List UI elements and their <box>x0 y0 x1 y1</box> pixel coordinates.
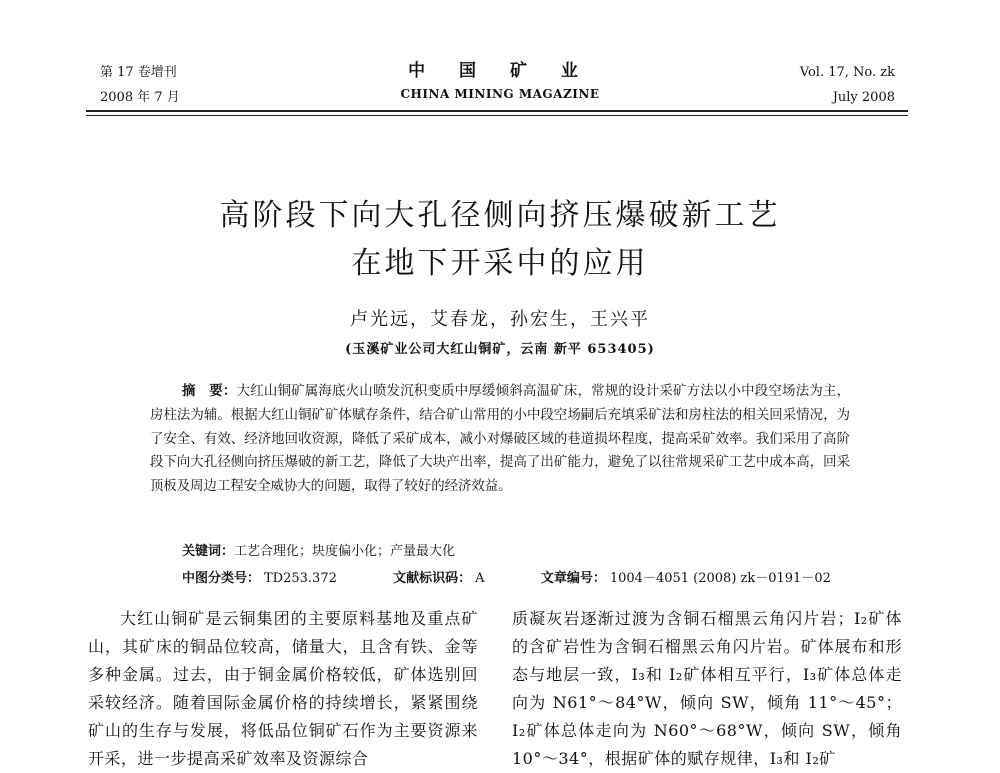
abstract-text: 大红山铜矿属海底火山喷发沉积变质中厚缓倾斜高温矿床，常规的设计采矿方法以小中段空场法为主，房柱法为辅。根据大红山铜矿矿体赋存条件，结合矿山常用的小中段空场嗣后充填采矿法和房柱法的相关回采情况，为了安全、有效、经济地回收资源，降低了采矿成本，减小对爆破区域的巷道损坏程度，提高采矿效率。我们采用了高阶段下向大孔径侧向挤压爆破的新工艺，降低了大块产出率，提高了出矿能力，避免了以往常规采矿工艺中成本高，回采顶板及周边工程安全威协大的问题，取得了较好的经济效益。 <box>150 384 851 495</box>
keywords-text: 工艺合理化；块度偏小化；产量最大化 <box>234 544 456 559</box>
keywords <box>182 540 455 559</box>
journal-name-cn: 中 国 矿 业 <box>408 61 592 81</box>
clc-value: TD253.372 <box>264 571 337 586</box>
journal-name-en: CHINA MINING MAGAZINE <box>400 87 600 101</box>
authors: 卢光远，艾春龙，孙宏生，王兴平 <box>350 309 650 330</box>
body-paragraph-left: 大红山铜矿是云铜集团的主要原料基地及重点矿山，其矿床的铜品位较高，储量大，且含有铁、金等多种金属。过去，由于铜金属价格较低，矿体选别回采较经济。随着国际金属价格的持续增长，紧紧围绕矿山的生存与发展，将低品位铜矿石作为主要资源来开采，进一步提高采矿效率及资源综合 <box>88 609 478 768</box>
keywords-label: 关键词： <box>182 544 235 559</box>
header-rule-thick <box>86 110 908 112</box>
body-column-right <box>512 605 902 773</box>
volume-en: Vol. 17, No. zk <box>799 65 895 80</box>
abstract <box>150 380 850 499</box>
header-rule-thin <box>86 115 908 116</box>
article-number-value: 1004－4051 (2008) zk－0191－02 <box>609 571 831 586</box>
body-paragraph-right: 质凝灰岩逐渐过渡为含铜石榴黑云角闪片岩；I₂矿体的含矿岩性为含铜石榴黑云角闪片岩。矿体展布和形态与地层一致，I₃和 I₂矿体相互平行，I₃矿体总体走向为 N61°～84°W，倾向 SW，倾角 11°～45°；I₂矿体总体走向为 N60°～68°W，倾向 SW，倾角 10°～34°，根据矿体的赋存规律，I₃和 I₂矿 <box>512 609 902 768</box>
abstract-label: 摘 要： <box>182 383 237 399</box>
clc-label: 中图分类号： <box>182 571 261 586</box>
body-column-left <box>88 605 478 773</box>
date-cn: 2008 年 7 月 <box>100 90 180 105</box>
title-line-1: 高阶段下向大孔径侧向挤压爆破新工艺 <box>219 198 781 233</box>
volume-cn: 第 17 卷增刊 <box>100 65 177 80</box>
classification-line <box>182 567 835 586</box>
title-line-2: 在地下开采中的应用 <box>351 246 649 281</box>
article-number-label: 文章编号： <box>540 571 606 586</box>
affiliation: (玉溪矿业公司大红山铜矿，云南 新平 653405) <box>345 342 655 357</box>
doc-code-value: A <box>475 571 485 586</box>
date-en: July 2008 <box>832 90 895 105</box>
journal-issue-block <box>800 60 895 110</box>
article-title <box>0 192 1000 288</box>
doc-code-label: 文献标识码： <box>393 571 472 586</box>
